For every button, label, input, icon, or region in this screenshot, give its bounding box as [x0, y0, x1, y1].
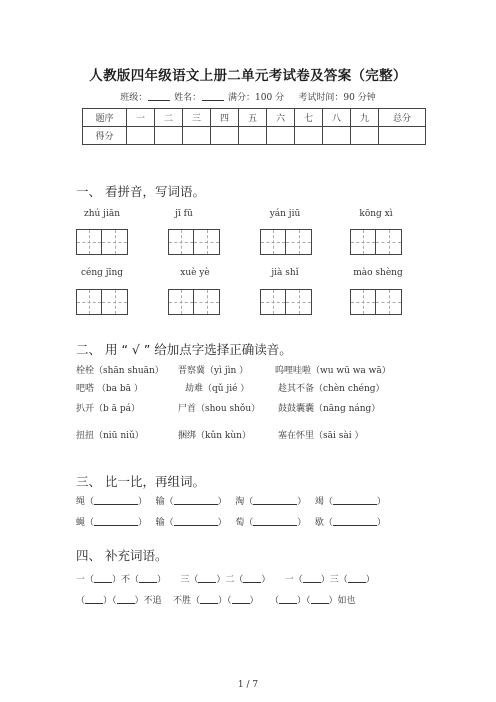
score-cell [351, 127, 379, 145]
page-title: 人教版四年级语文上册二单元考试卷及答案（完整） [89, 68, 407, 84]
score-cell [267, 127, 295, 145]
answer-blank[interactable] [94, 573, 112, 583]
idiom-text: （ [76, 596, 86, 606]
compare-row [76, 494, 386, 507]
idiom-text: ）二（ [216, 575, 244, 585]
char-label: 淘（ [235, 497, 254, 507]
score-cell [155, 127, 183, 145]
answer-blank[interactable] [243, 573, 261, 583]
class-label: 班级： [120, 93, 148, 103]
reading-option: 趁其不备（chèn chéng） [278, 384, 385, 394]
char-label: ） [376, 518, 386, 528]
name-blank [202, 91, 224, 101]
char-label: 竭（ [314, 497, 333, 507]
idiom-text: ）三（ [320, 575, 348, 585]
idiom-text: ） [365, 575, 375, 585]
pinyin-label: xuè yè [180, 268, 210, 278]
table-cell: 五 [239, 109, 267, 127]
section2-title: 二、 用 “ √ ” 给加点字选择正确读音。 [76, 342, 292, 357]
table-cell: 一 [127, 109, 155, 127]
writing-box[interactable] [350, 229, 402, 255]
char-label: 输（ [155, 518, 174, 528]
answer-blank[interactable] [94, 495, 138, 505]
pinyin-label: céng jīng [80, 268, 123, 278]
reading-option: 呜哩哇啦（wu wū wa wā） [275, 366, 391, 376]
answer-blank[interactable] [333, 516, 377, 526]
idiom-text: ）（ [218, 596, 232, 606]
idiom-text: ）不（ [112, 575, 140, 585]
reading-option: 吧嗒 （ba bā ） [76, 384, 143, 394]
answer-blank[interactable] [117, 594, 135, 604]
table-cell: 得分 [83, 127, 127, 145]
score-cell [211, 127, 239, 145]
section1-title: 一、 看拼音，写词语。 [76, 184, 205, 199]
pinyin-label: zhú jiān [83, 209, 121, 219]
idiom-row [76, 572, 375, 585]
idiom-text: ）（ [297, 596, 311, 606]
table-cell: 二 [155, 109, 183, 127]
table-cell: 六 [267, 109, 295, 127]
table-cell: 七 [295, 109, 323, 127]
char-label: ） [217, 497, 227, 507]
idiom-text: ）如也 [328, 596, 356, 606]
score-cell [127, 127, 155, 145]
char-label: ） [138, 497, 148, 507]
table-cell: 八 [323, 109, 351, 127]
writing-box[interactable] [76, 229, 128, 255]
reading-option: 扭扭（niū niǔ） [76, 431, 144, 441]
pinyin-label: mào shèng [353, 268, 403, 278]
answer-blank[interactable] [279, 594, 297, 604]
answer-blank[interactable] [200, 594, 218, 604]
writing-box[interactable] [168, 289, 220, 315]
writing-box[interactable] [76, 289, 128, 315]
pinyin-label: yán jiū [269, 209, 301, 219]
answer-blank[interactable] [94, 516, 138, 526]
char-label: 输（ [155, 497, 174, 507]
answer-blank[interactable] [311, 594, 329, 604]
reading-option: 劫难（qǔ jié ） [185, 384, 250, 394]
page-number: 1 / 7 [237, 680, 259, 690]
table-cell: 总分 [379, 109, 426, 127]
class-blank [148, 91, 170, 101]
answer-blank[interactable] [85, 594, 103, 604]
answer-blank[interactable] [232, 594, 250, 604]
section3-title: 三、 比一比，再组词。 [76, 474, 205, 489]
reading-option: 尸首（shou shǒu） [178, 404, 261, 414]
char-label: ） [138, 518, 148, 528]
score-cell [379, 127, 426, 145]
answer-blank[interactable] [174, 516, 218, 526]
idiom-text: ） [157, 575, 167, 585]
writing-box[interactable] [168, 229, 220, 255]
reading-option: 塞在怀里（sāi sài ） [278, 431, 364, 441]
idiom-row [76, 593, 356, 606]
reading-option: 捆绑（kǔn kùn） [178, 431, 251, 441]
idiom-text: 三（ [180, 575, 199, 585]
idiom-text: 一（ [76, 575, 95, 585]
exam-time: 考试时间：90 分钟 [298, 93, 376, 103]
answer-blank[interactable] [174, 495, 218, 505]
reading-option: 栓栓（shān shuān） [76, 366, 164, 376]
name-label: 姓名： [174, 93, 202, 103]
table-cell: 三 [183, 109, 211, 127]
pinyin-label: jià shǐ [271, 268, 299, 278]
table-cell: 题序 [83, 109, 127, 127]
idiom-text: 一（ [284, 575, 303, 585]
score-cell [323, 127, 351, 145]
idiom-text: ） [249, 596, 259, 606]
char-label: ） [297, 518, 307, 528]
answer-blank[interactable] [303, 573, 321, 583]
answer-blank[interactable] [139, 573, 157, 583]
answer-blank[interactable] [348, 573, 366, 583]
pinyin-label: jī fū [175, 209, 193, 219]
reading-option: 晋察冀（yì jìn ） [178, 366, 249, 376]
score-cell [183, 127, 211, 145]
idiom-text: （ [270, 596, 280, 606]
full-score: 满分：100 分 [228, 93, 285, 103]
reading-option: 扒开（b ā pá） [76, 404, 140, 414]
reading-option: 鼓鼓囊囊（nāng náng） [278, 404, 381, 414]
char-label: ） [217, 518, 227, 528]
section4-title: 四、 补充词语。 [76, 548, 168, 563]
table-cell: 四 [211, 109, 239, 127]
pinyin-label: kōng xì [359, 209, 393, 219]
answer-blank[interactable] [253, 495, 297, 505]
compare-row [76, 515, 386, 528]
score-table-header-row [83, 109, 426, 127]
idiom-text: 不胜（ [173, 596, 201, 606]
char-label: 歇（ [314, 518, 333, 528]
char-label: ） [376, 497, 386, 507]
score-table-score-row [83, 127, 426, 145]
answer-blank[interactable] [198, 573, 216, 583]
char-label: ） [297, 497, 307, 507]
answer-blank[interactable] [253, 516, 297, 526]
exam-info [0, 90, 496, 103]
table-cell: 九 [351, 109, 379, 127]
score-cell [295, 127, 323, 145]
idiom-text: ）不追 [134, 596, 162, 606]
score-cell [239, 127, 267, 145]
char-label: 蝇（ [76, 518, 95, 528]
answer-blank[interactable] [333, 495, 377, 505]
writing-box[interactable] [350, 289, 402, 315]
idiom-text: ）（ [103, 596, 117, 606]
writing-box[interactable] [260, 229, 312, 255]
char-label: 萄（ [235, 518, 254, 528]
score-table [82, 108, 426, 145]
writing-box[interactable] [260, 289, 312, 315]
char-label: 绳（ [76, 497, 95, 507]
idiom-text: ） [261, 575, 271, 585]
